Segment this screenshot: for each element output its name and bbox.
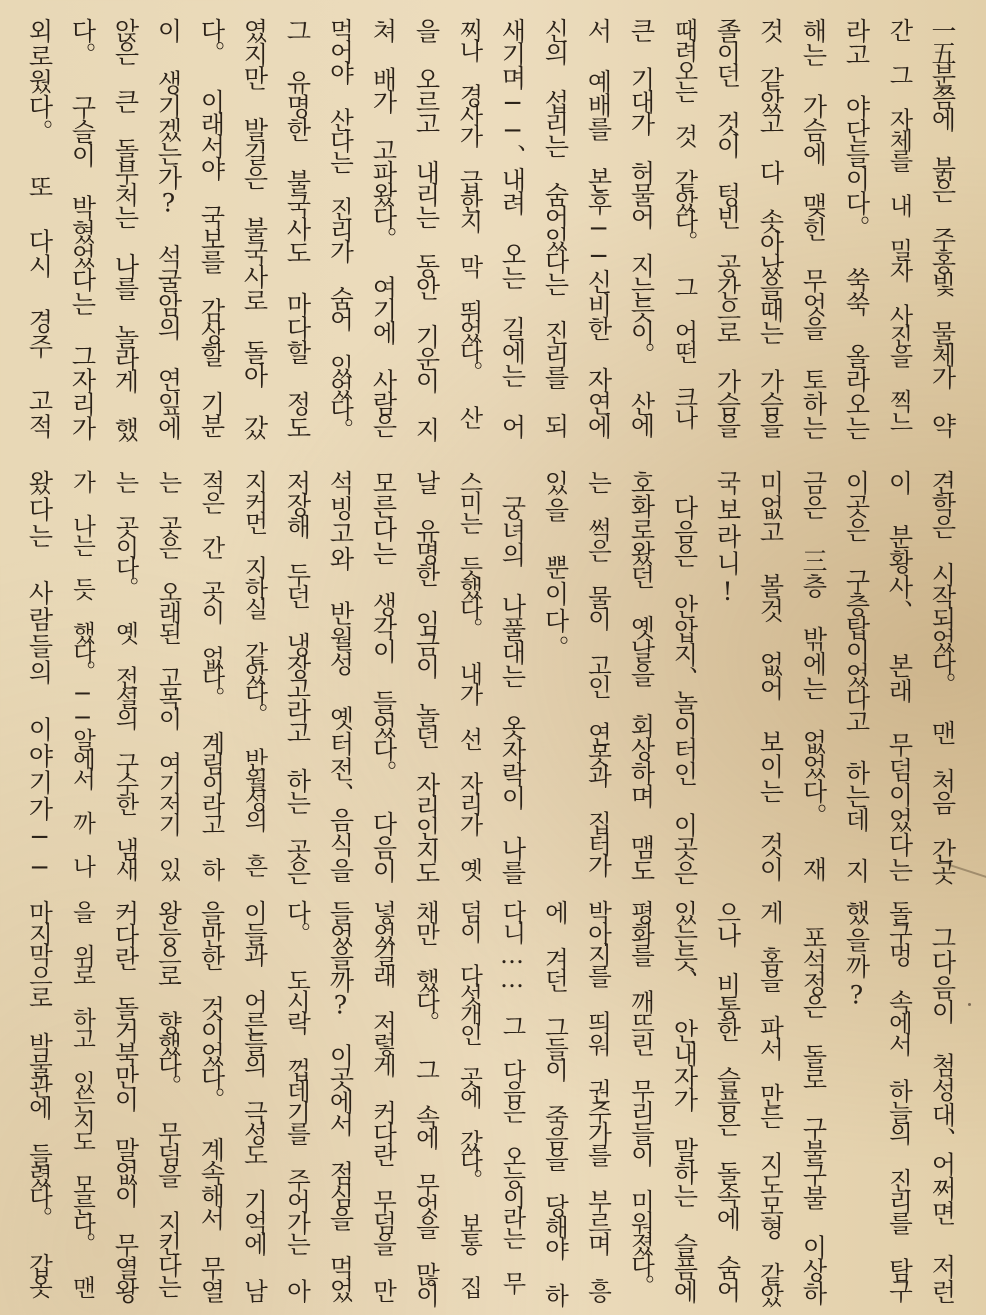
text-column: 외로웠다。 또 다시 경주 고적 — [25, 18, 54, 439]
text-column: 덤이 다섯개인 곳에 갔다。 보통 집 — [455, 900, 484, 1295]
text-column: 으나 비통한 슬픔은 돌속에 숨어 — [713, 900, 742, 1301]
text-column: 가 나는 듯 했다。──알에서 까 나 — [68, 470, 97, 874]
text-column: 왔다는 사람들의 이야기가── — [25, 470, 54, 884]
text-column: 는 곳은 오래된 고목이 여기저기 있 — [154, 470, 182, 878]
text-column: 미없고 볼것 없어 보이는 것이 — [756, 470, 785, 882]
text-column: 서 예배를 본후──신비한 자연에 — [584, 18, 613, 438]
text-column: 다니…… 그 다음은 오능이라는 무 — [498, 900, 526, 1292]
text-column: 했을까? — [842, 900, 871, 1012]
text-column: 때려오는 것 같았다。 그 어떤 크나 — [670, 18, 698, 426]
text-column: 들었을까? 이곳에서 점심을 먹었 — [326, 900, 355, 1301]
text-column: 돌구멍 속에서 하늘의 진리를 탐구 — [885, 900, 915, 1300]
text-column: 앉은 큰 돌부처는 나를 놀라게 했 — [111, 18, 140, 440]
text-column: 졸이던 것이 텅빈 공간으로 가슴을 — [713, 18, 742, 436]
text-column: 다。 도시락 껍데기를 주어가는 아 — [283, 900, 313, 1300]
text-column: 금은 三층 밖에는 없었다。 재 — [799, 470, 828, 882]
text-column: 라고 야단들이다。 쑥쑥 올라오는 — [842, 18, 871, 440]
text-column: 간 그 자체를 내 밀자 사진을 찍느 — [885, 18, 913, 430]
text-column: 새기며──、내려 오는 길에는 어 — [498, 18, 527, 438]
text-column: 다음은 안압지、놀이터인 이곳은 — [670, 495, 699, 884]
text-column: 적은 간 곳이 없다。 계림이라고 하 — [197, 470, 225, 878]
text-column: 이곳은 구층탑이었다고 하는데 지 — [842, 470, 871, 882]
text-column: 는 썩은 물이 고인 연못과 집터가 — [584, 470, 614, 875]
text-column: 견학은 시작되었다。 맨 처음 간곳 — [928, 470, 957, 882]
text-column: 큰 기대가 허물어 지는듯이。 산에 — [627, 18, 656, 436]
text-column: 을 오르고 내리는 동안 기운이 지 — [412, 18, 441, 440]
text-column: 이 생기겠는가? 석굴암의 연잎에 — [154, 18, 183, 439]
text-column: 있는듯、 안내자가 말하는 슬픔에 — [670, 900, 699, 1302]
text-column: 다。 이래서야 국보를 감상할 기분 — [197, 18, 226, 436]
text-column: 박아지를 띄워 권주가를 부르며 흥 — [584, 900, 614, 1300]
text-column: 一五분쯤에 붉은 주홍빛 물체가 약 — [928, 18, 957, 436]
text-column: 마지막으로 박물관에 들렸다。 갑옷 — [25, 900, 55, 1296]
text-column: 채만 했다。 그 속에 무엇을 많이 — [412, 900, 442, 1305]
text-column: 스미는 듯했다。 내가 선 자리가 옛 — [455, 470, 483, 878]
text-column: 왕능으로 향했다。 무덤을 지킨다는 — [154, 900, 184, 1296]
text-column: 석빙고와 반월성 옛터전、음식을 — [326, 470, 355, 883]
text-column: 날 유명한 임금이 놀던 자리인지도 — [412, 470, 441, 882]
text-column: 것 같았고 다 솟아났을때는 가슴을 — [756, 18, 785, 436]
text-column: 에 겨던 그들이 죽음을 당해야 하 — [541, 900, 571, 1305]
paper-speck — [968, 1003, 971, 1006]
text-column: 쳐 배가 고파왔다。 여기에 사람은 — [369, 18, 398, 436]
text-column: 신의 섭리는 숨어있다는 진리를 되 — [541, 18, 570, 436]
text-column: 이 분황사、 본래 무덤이었다는 — [885, 470, 914, 882]
text-column: 국보라니! — [713, 470, 742, 608]
text-column: 먹어야 산다는 진리가 숨어 있었다。 — [326, 18, 356, 439]
text-column: 지커먼 지하실 같았다。 반월성의 흔 — [240, 470, 268, 874]
text-column: 을 위로 하고 있는지도 모른다。 맨 — [68, 900, 97, 1295]
text-column: 이들과 어른들의 극성도 기억에 남 — [240, 900, 270, 1300]
text-column: 넣었길래 저렇게 커다란 무덤을 만 — [369, 900, 399, 1300]
text-column: 을만한 것이었다。 계속해서 무열 — [197, 900, 226, 1302]
text-column: 였지만 발길은 불국사로 돌아 갔 — [240, 18, 269, 439]
text-column: 그다음이 첨성대、어쩌면 저런 — [928, 925, 957, 1304]
text-column: 커다란 돌거북만이 말없이 무열왕 — [111, 900, 140, 1302]
text-column: 그 유명한 불국사도 마다할 정도 — [283, 18, 312, 439]
text-column: 모른다는 생각이 들었다。 다음이 — [369, 470, 398, 882]
text-column: 는 곳이다。 옛 전설의 구수한 냄새 — [111, 470, 139, 878]
text-column: 다。 구슬이 박혔었다는 그자리가 — [68, 18, 97, 440]
text-column: 궁녀의 나풀대는 옷자락이 나를 — [498, 495, 527, 883]
text-column: 찌나 경사가 급한지 막 뛰었다。 산 — [455, 18, 483, 426]
text-column: 호화로왔던 옛날을 회상하며 맴도 — [627, 470, 656, 882]
text-column: 있을 뿐이다。 — [541, 470, 570, 662]
text-column: 평화를 깨뜨린 무리들이 미워졌다。 — [627, 900, 657, 1296]
text-column: 저장해 두던 냉장고라고 하는 곳은 — [283, 470, 312, 882]
text-column: 포석정은 돌로 구불구불 이상하 — [799, 925, 828, 1304]
text-column: 게 홈을 파서 만든 지도모형 같았 — [756, 900, 786, 1305]
text-column: 해는 가슴에 맺힌 무엇을 토하는 — [799, 18, 828, 439]
